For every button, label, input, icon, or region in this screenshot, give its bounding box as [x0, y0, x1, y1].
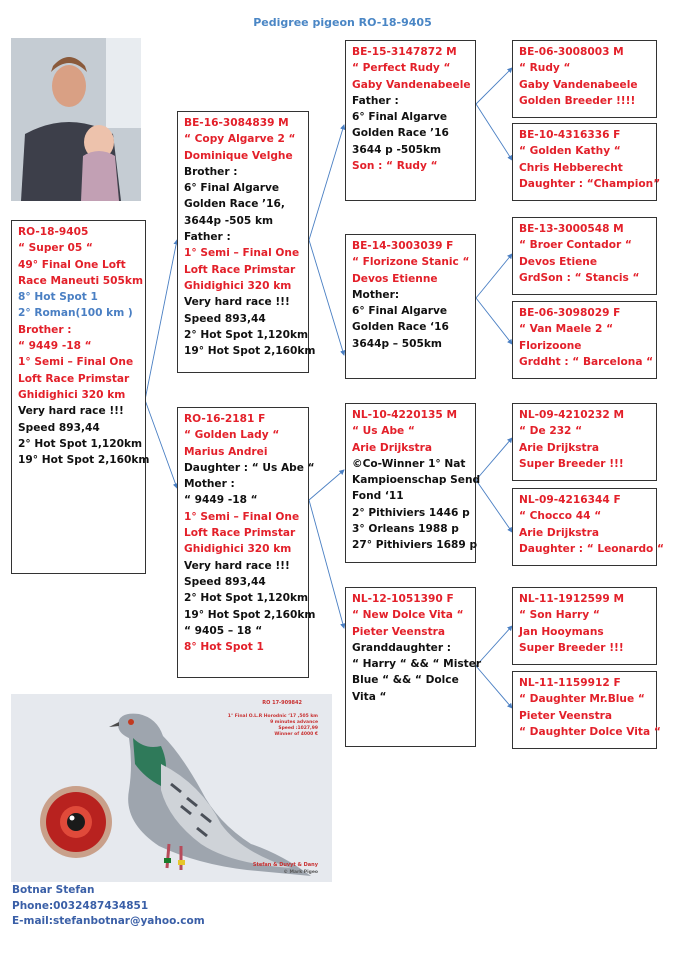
pigeon-photo-credit: © Mark Pigeo [283, 870, 318, 875]
pedigree-line: BE-15-3147872 M [352, 46, 457, 58]
pedigree-line: Pieter Veenstra [519, 709, 613, 722]
pedigree-line: RO-18-9405 [18, 226, 89, 238]
pedigree-box-maternal-grandfather [345, 403, 481, 563]
pedigree-line: “ Florizone Stanic “ [352, 256, 470, 269]
pedigree-line: 3644p – 505km [352, 337, 442, 350]
page-title: Pedigree pigeon RO-18-9405 [253, 16, 432, 29]
pedigree-line: Gaby Vandenabeele [519, 78, 638, 91]
pedigree-line: Devos Etienne [352, 272, 438, 285]
pigeon-caption-line: 1° Final O.L.R Horodnic ‘17 ,505 km [227, 714, 318, 719]
pedigree-line: “ Daughter Mr.Blue “ [519, 693, 645, 706]
pedigree-line: BE-06-3008003 M [519, 46, 624, 58]
pigeon-caption [228, 714, 318, 738]
pedigree-line: Florizoone [519, 339, 582, 352]
pedigree-line: 6° Final Algarve [352, 305, 448, 318]
pedigree-line: Daughter : “ Us Abe “ [184, 461, 315, 474]
pedigree-line: Fond ‘11 [352, 490, 404, 503]
pedigree-line: “ De 232 “ [519, 425, 583, 438]
pedigree-line: “ Golden Lady “ [184, 429, 280, 442]
pedigree-line: “ Perfect Rudy “ [352, 62, 451, 75]
pedigree-line: “ New Dolce Vita “ [352, 609, 464, 622]
pedigree-line: Speed 893,44 [18, 421, 100, 434]
pedigree-line: Super Breeder !!! [519, 641, 624, 654]
pedigree-line: BE-06-3098029 F [519, 307, 621, 319]
pedigree-line: “ Van Maele 2 “ [519, 323, 614, 336]
pedigree-line: Granddaughter : [352, 641, 451, 654]
pedigree-line: Golden Race ‘16 [352, 321, 449, 334]
pedigree-line: Gaby Vandenabeele [352, 78, 471, 91]
pedigree-line: 2° Hot Spot 1,120km [18, 437, 143, 450]
pedigree-line: Pieter Veenstra [352, 625, 446, 638]
contact-email[interactable]: E-mail:stefanbotnar@yahoo.com [12, 915, 205, 927]
pedigree-line: Arie Drijkstra [519, 526, 599, 539]
pedigree-line: NL-11-1912599 M [519, 593, 624, 605]
pedigree-box-subject [11, 220, 150, 574]
pedigree-line: Arie Drijkstra [352, 441, 432, 454]
pedigree-line: “ 9405 – 18 “ [184, 624, 263, 637]
pedigree-line: “ Rudy “ [519, 62, 571, 75]
pedigree-line: ©Co-Winner 1° Nat [352, 457, 466, 470]
pedigree-line: Father : [184, 231, 231, 244]
pigeon-caption-line: Speed :1027,99 [278, 726, 318, 731]
pedigree-line: Golden Race ’16 [352, 127, 449, 140]
pedigree-box-paternal-grandfather [345, 40, 476, 201]
pedigree-line: NL-09-4210232 M [519, 409, 624, 421]
pedigree-line: 1° Semi – Final One [18, 356, 134, 369]
pedigree-line: Very hard race !!! [184, 559, 290, 572]
pigeon-photo [11, 694, 332, 882]
pedigree-line: BE-13-3000548 M [519, 223, 624, 235]
pedigree-line: Marius Andrei [184, 445, 268, 458]
pedigree-box-great-grandparent-5 [512, 403, 657, 481]
pedigree-box-paternal-grandmother [345, 234, 476, 379]
pedigree-box-mother [177, 407, 316, 678]
pedigree-line: Super Breeder !!! [519, 457, 624, 470]
pedigree-line: “ 9449 -18 “ [18, 340, 92, 353]
pedigree-line: Race Maneuti 505km [18, 274, 143, 287]
pedigree-box-great-grandparent-3 [512, 217, 657, 295]
pedigree-line: “ Harry “ && “ Mister [352, 658, 482, 671]
pedigree-line: Chris Hebberecht [519, 161, 623, 174]
pedigree-line: Loft Race Primstar [184, 527, 296, 540]
pedigree-line: Brother : [184, 165, 238, 178]
pedigree-line: NL-12-1051390 F [352, 593, 454, 605]
pedigree-line: “ Son Harry “ [519, 609, 600, 622]
contact-name: Botnar Stefan [12, 884, 95, 896]
pedigree-line: 27° Pithiviers 1689 p [352, 539, 478, 552]
pedigree-box-great-grandparent-6 [512, 488, 664, 566]
pedigree-line: Speed 893,44 [184, 312, 266, 325]
pedigree-line: 19° Hot Spot 2,160km [184, 608, 316, 621]
pedigree-line: Very hard race !!! [184, 296, 290, 309]
pedigree-line: 1° Semi – Final One [184, 510, 300, 523]
pigeon-caption-line: 9 minutes advance [270, 720, 318, 725]
pedigree-line: Son : “ Rudy “ [352, 160, 438, 173]
pedigree-box-great-grandparent-1 [512, 40, 657, 118]
pedigree-line: Golden Breeder !!!! [519, 94, 636, 107]
pedigree-line: Ghidighici 320 km [18, 388, 126, 401]
pedigree-line: BE-10-4316336 F [519, 129, 621, 141]
pedigree-line: BE-14-3003039 F [352, 240, 454, 252]
pedigree-line: Speed 893,44 [184, 575, 266, 588]
pedigree-line: “ Golden Kathy “ [519, 145, 621, 158]
pedigree-line: “ Us Abe “ [352, 425, 415, 438]
pedigree-line: Blue “ && “ Dolce [352, 674, 459, 687]
pedigree-line: Dominique Velghe [184, 149, 293, 162]
pedigree-box-father [177, 111, 316, 373]
pedigree-line: 3644p -505 km [184, 214, 274, 227]
pedigree-line: Loft Race Primstar [18, 372, 130, 385]
pedigree-line: “ Chocco 44 “ [519, 510, 602, 523]
pedigree-line: Kampioenschap Send [352, 474, 481, 487]
pedigree-line: Arie Drijkstra [519, 441, 599, 454]
pedigree-line: Jan Hooymans [519, 625, 604, 638]
pedigree-line: NL-09-4216344 F [519, 494, 621, 506]
pedigree-line: Ghidighici 320 km [184, 543, 292, 556]
pigeon-caption-line: Winner of 4000 € [274, 732, 318, 737]
pedigree-line: Loft Race Primstar [184, 263, 296, 276]
pedigree-line: Mother: [352, 288, 400, 301]
pedigree-line: 19° Hot Spot 2,160km [184, 345, 316, 358]
pedigree-line: 6° Final Algarve [352, 111, 448, 124]
pedigree-box-great-grandparent-7 [512, 587, 657, 665]
pedigree-line: Golden Race ’16, [184, 198, 285, 211]
pedigree-box-great-grandparent-2 [512, 123, 661, 201]
pedigree-line: Vita “ [352, 690, 387, 703]
pedigree-line: 2° Roman(100 km ) [18, 307, 133, 320]
pedigree-box-great-grandparent-4 [512, 301, 657, 379]
pedigree-line: Father : [352, 94, 399, 107]
pedigree-line: 2° Hot Spot 1,120km [184, 592, 309, 605]
pedigree-line: 2° Hot Spot 1,120km [184, 328, 309, 341]
contact-phone: Phone:0032487434851 [12, 900, 149, 912]
pedigree-line: “ Super 05 “ [18, 242, 93, 255]
pedigree-line: GrdSon : “ Stancis “ [519, 271, 640, 284]
pedigree-line: 6° Final Algarve [184, 182, 280, 195]
pedigree-line: 49° Final One Loft [18, 258, 126, 271]
pedigree-line: BE-16-3084839 M [184, 117, 289, 129]
pedigree-box-great-grandparent-8 [512, 671, 661, 749]
pedigree-line: 3644 p -505km [352, 143, 442, 156]
pedigree-line: Mother : [184, 478, 235, 491]
pedigree-line: Daughter : “Champion” [519, 177, 661, 190]
pedigree-line: NL-10-4220135 M [352, 409, 457, 421]
pedigree-line: 8° Hot Spot 1 [184, 641, 264, 654]
pedigree-line: 1° Semi – Final One [184, 247, 300, 260]
pigeon-signature: Stefan & Duvyt & Dany [252, 862, 318, 868]
pedigree-line: Daughter : “ Leonardo “ [519, 542, 664, 555]
pedigree-line: Brother : [18, 323, 72, 336]
pedigree-line: NL-11-1159912 F [519, 677, 621, 689]
pedigree-line: 19° Hot Spot 2,160km [18, 454, 150, 467]
pedigree-line: “ Daughter Dolce Vita “ [519, 725, 661, 738]
pedigree-line: “ Broer Contador “ [519, 239, 632, 252]
pedigree-line: RO-16-2181 F [184, 413, 266, 425]
pedigree-line: “ Copy Algarve 2 “ [184, 133, 296, 146]
pedigree-line: Devos Etiene [519, 255, 597, 268]
pedigree-line: Very hard race !!! [18, 405, 124, 418]
pedigree-line: 8° Hot Spot 1 [18, 291, 98, 304]
pedigree-line: “ 9449 -18 “ [184, 494, 258, 507]
pedigree-box-maternal-grandmother [345, 587, 482, 747]
pedigree-line: Grddht : “ Barcelona “ [519, 355, 654, 368]
pigeon-ring-number: RO 17-909842 [262, 700, 302, 706]
pedigree-line: 2° Pithiviers 1446 p [352, 506, 470, 519]
pedigree-line: Ghidighici 320 km [184, 279, 292, 292]
pedigree-line: 3° Orleans 1988 p [352, 523, 459, 536]
